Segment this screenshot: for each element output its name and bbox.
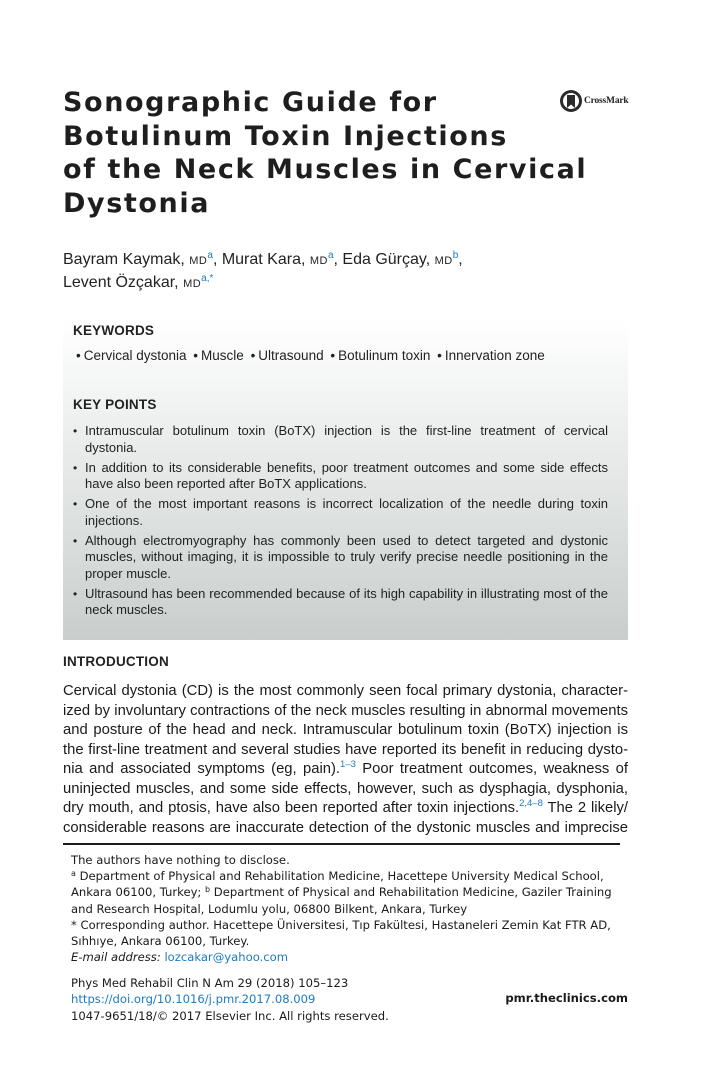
crossmark-label: CrossMark [584,96,629,106]
body-text: The 2 likely/ [542,800,629,816]
keyword: Ultrasound [258,348,324,363]
body-text: dry mouth, and ptosis, have also been reported after toxin injections. [63,800,520,816]
keyword: Cervical dystonia [83,348,187,363]
doi-link[interactable]: https://doi.org/10.1016/j.pmr.2017.08.009 [71,992,316,1007]
affiliation-b [71,884,621,900]
footnote-rule [63,843,620,845]
keyword: Muscle [201,348,244,363]
author-list: Bayram Kaymak, $MD^a$, Murat Kara, $MD^a$, Eda Gürçay, $MD^b$, Levent Özçakar, $MD^{a,*}$ [63,250,463,291]
email-label: E-mail address: [71,950,161,965]
body-line: the first-line treatment and several studies have reported its benefit in reducing dysto- [63,741,628,758]
introduction-body [63,682,628,838]
crossmark-icon [559,89,583,113]
title-line: Botulinum Toxin Injections [63,120,508,152]
affiliation-text: Department of Physical and Rehabilitation Medicine, Hacettepe University Medical School, [75,869,604,884]
affiliation-text: Department of Physical and Rehabilitation Medicine, Gaziler Training [210,885,612,900]
summary-box [63,319,628,640]
author-name: Bayram Kaymak [63,251,181,268]
author-name: Levent Özçakar [63,274,175,291]
key-point: • Ultrasound has been recommended because of its high capability in illustrating most of the neck muscles. [73,586,608,619]
keywords-heading: KEYWORDS [73,323,155,338]
body-text: nia and associated symptoms (eg, pain). [63,761,341,777]
author-name: Murat Kara [221,251,301,268]
journal-site[interactable]: pmr.theclinics.com [505,991,628,1005]
article-title [63,86,588,220]
disclosure: The authors have nothing to disclose. [71,853,290,867]
keyword: Innervation zone [444,348,545,363]
corresponding-address: Sıhhıye, Ankara 06100, Turkey. [71,934,250,949]
key-points-heading: KEY POINTS [73,397,157,412]
crossmark-badge[interactable] [559,89,628,113]
body-line: and posture of the head and neck. Intramuscular botulinum toxin (BoTX) injection is [63,722,628,738]
introduction-heading: INTRODUCTION [63,654,169,669]
author-degree: MD [309,255,328,267]
author-degree: MD [183,278,202,290]
journal-info [71,975,389,1024]
email-link[interactable]: lozcakar@yahoo.com [164,950,289,965]
title-line: of the Neck Muscles in Cervical [63,154,588,185]
body-text: Poor treatment outcomes, weakness of [355,761,628,777]
affiliation-marker: a [71,869,76,879]
author-degree: MD [189,255,208,267]
author-name: Eda Gürçay [342,251,426,268]
title-line: Dystonia [63,187,211,219]
affiliation-a [71,868,621,884]
affiliation-link[interactable]: b [452,250,459,261]
copyright: 1047-9651/18/© 2017 Elsevier Inc. All rights reserved. [71,1008,389,1023]
body-line: ized by involuntary contractions of the neck muscles resulting in abnormal movements [63,702,628,719]
body-line [63,760,628,780]
key-point: • One of the most important reasons is incorrect localization of the needle during toxin injections. [73,496,608,529]
citation-link[interactable]: 2,4–8 [519,798,543,809]
body-line: Cervical dystonia (CD) is the most commonly seen focal primary dystonia, character- [63,683,628,699]
author-degree: MD [434,255,453,267]
affiliation-text: Ankara 06100, Turkey; [71,885,206,900]
affiliation-b-cont: and Research Hospital, Lodumlu yolu, 06800 Bilkent, Ankara, Turkey [71,901,468,916]
journal-citation: Phys Med Rehabil Clin N Am 29 (2018) 105–123 [71,976,349,990]
corresponding-author: * Corresponding author. Hacettepe Üniversitesi, Tıp Fakültesi, Hastaneleri Zemin Kat FTR AD, [71,917,611,932]
key-point: • Intramuscular botulinum toxin (BoTX) injection is the first-line treatment of cervical dystonia. [73,423,608,456]
affiliation-link[interactable]: a [207,250,213,261]
citation-link[interactable]: 1–3 [340,759,356,770]
body-line: considerable reasons are inaccurate detection of the dystonic muscles and imprecise [63,819,628,836]
footnotes [71,852,621,965]
affiliation-link[interactable]: a,* [201,273,214,284]
keyword: Botulinum toxin [338,348,431,363]
keyword-list: • Cervical dystonia • Muscle • Ultrasound • Botulinum toxin • Innervation zone [76,348,545,363]
body-line: uninjected muscles, and some side effects, however, such as dysphagia, dysphonia, [63,780,628,797]
email-line [71,949,621,965]
key-points-list [73,423,608,622]
body-line [63,799,628,819]
affiliation-marker: b [205,885,211,895]
key-point: • In addition to its considerable benefits, poor treatment outcomes and some side effects have also been reported after BoTX applications. [73,460,608,493]
title-line: Sonographic Guide for [63,87,438,118]
key-point: • Although electromyography has commonly been used to detect targeted and dystonic muscles, without imaging, it is impossible to truly verify precise needle positioning in the proper muscle. [73,533,608,583]
affiliation-link[interactable]: a [327,250,334,261]
